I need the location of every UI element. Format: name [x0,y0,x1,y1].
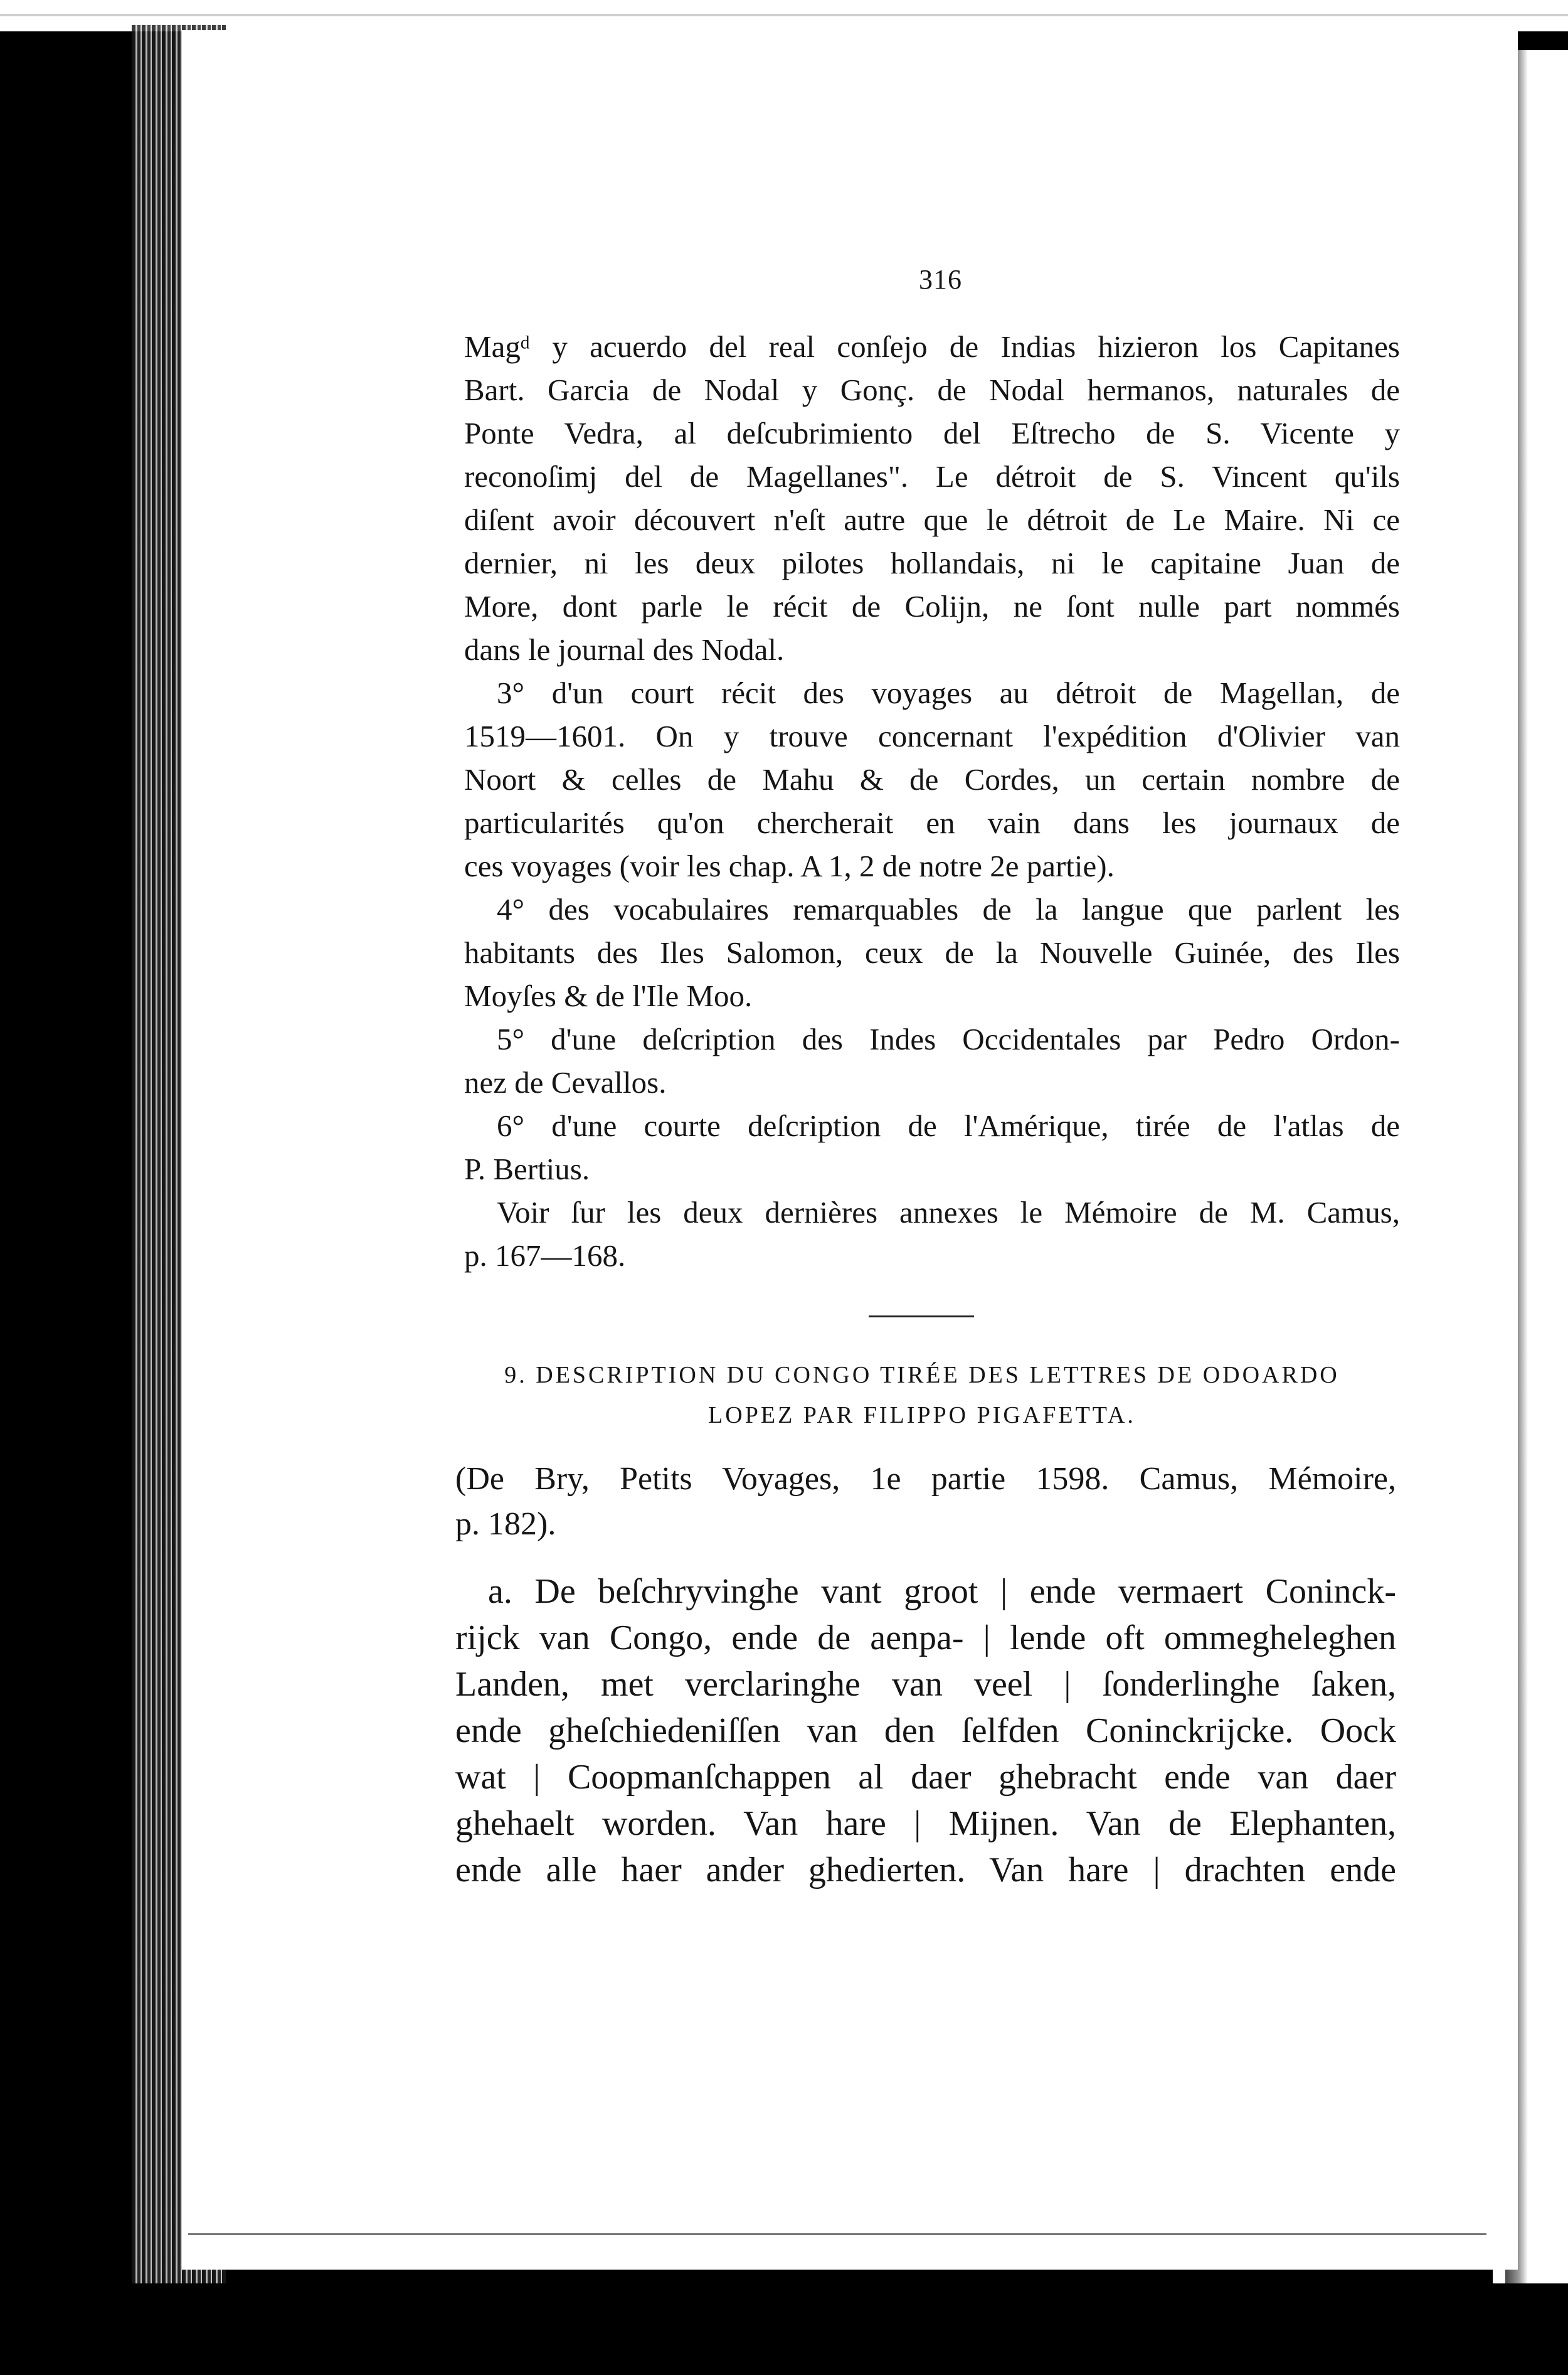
scan-top-strip [0,0,1568,31]
dutch-text-line: wat | Coopmanſchappen al daer ghebracht ende van daer [455,1758,1396,1797]
dutch-text-line: ende gheſchiedeniſſen van den ſelfden Coninckrijcke. Oock [455,1711,1396,1750]
text-line: Bart. Garcia de Nodal y Gonç. de Nodal hermanos, naturales de [464,373,1400,407]
section-heading [495,1355,1348,1435]
text-line: p. 167—168. [464,1238,626,1273]
text-line: Ponte Vedra, al deſcubrimiento del Eſtrecho de S. Vicente y [464,416,1400,450]
heading-line: LOPEZ PAR FILIPPO PIGAFETTA. [708,1402,1136,1428]
text-line: 4° des vocabulaires remarquables de la langue que parlent les [497,892,1400,927]
text-line: More, dont parle le récit de Colijn, ne ſont nulle part nommés [464,589,1400,624]
text-line: habitants des Iles Salomon, ceux de la Nouvelle Guinée, des Iles [464,935,1400,970]
text-line: 1519—1601. On y trouve concernant l'expédition d'Olivier van [464,719,1400,753]
page-bottom-edge [188,2233,1486,2235]
dutch-text-line: a. De beſchryvinghe vant groot | ende vermaert Coninck- [488,1572,1396,1611]
citation-paragraph [455,1457,1396,1547]
citation-line: (De Bry, Petits Voyages, 1e partie 1598. Camus, Mémoire, [455,1461,1396,1497]
body-paragraph [464,325,1400,1277]
dutch-text-line: ende alle haer ander ghedierten. Van hare | drachten ende [455,1851,1396,1889]
heading-line: 9. DESCRIPTION DU CONGO TIRÉE DES LETTRES DE ODOARDO [504,1362,1340,1388]
dutch-text-line: rijck van Congo, ende de aenpa- | lende oft ommegheleghen [455,1618,1396,1657]
text-line: 5° d'une deſcription des Indes Occidentales par Pedro Ordon- [497,1022,1400,1056]
text-line: Magᵈ y acuerdo del real conſejo de Indias hizieron los Capitanes [464,329,1400,364]
text-line: reconoſimj del de Magellanes". Le détroit de S. Vincent qu'ils [464,459,1400,494]
page-number: 316 [919,264,962,295]
text-line: Noort & celles de Mahu & de Cordes, un certain nombre de [464,762,1400,797]
text-line: 6° d'une courte deſcription de l'Amérique, tirée de l'atlas de [497,1108,1400,1143]
text-line: dernier, ni les deux pilotes hollandais, ni le capitaine Juan de [464,546,1400,580]
text-line: 3° d'un court récit des voyages au détroit de Magellan, de [497,676,1400,710]
citation-line: p. 182). [455,1506,556,1542]
text-line: ces voyages (voir les chap. A 1, 2 de notre 2e partie). [464,849,1115,883]
text-line: Moyſes & de l'Ile Moo. [464,979,753,1013]
section-separator-rule [869,1315,974,1317]
dutch-title-paragraph [455,1568,1396,1893]
text-line: Voir ſur les deux dernières annexes le Mémoire de M. Camus, [497,1195,1400,1230]
text-line: dans le journal des Nodal. [464,632,785,667]
text-line: diſent avoir découvert n'eſt autre que le détroit de Le Maire. Ni ce [464,502,1400,537]
text-line: particularités qu'on chercherait en vain dans les journaux de [464,805,1400,840]
text-line: P. Bertius. [464,1152,590,1186]
text-line: nez de Cevallos. [464,1065,667,1100]
scan-top-rule [0,14,1568,16]
dutch-text-line: ghehaelt worden. Van hare | Mijnen. Van de Elephanten, [455,1804,1396,1843]
dutch-text-line: Landen, met verclaringhe van veel | ſonderlinghe ſaken, [455,1665,1396,1704]
